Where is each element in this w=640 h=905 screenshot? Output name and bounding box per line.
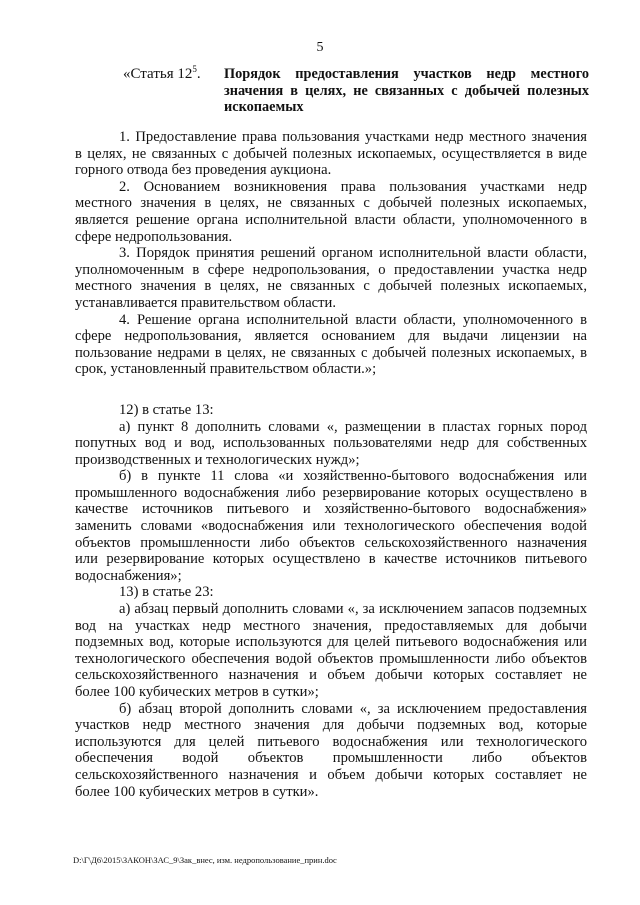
- paragraph: [75, 245, 587, 311]
- paragraph-line: пользование недрами в целях, не связанных с добычей полезных ископаемых, в: [75, 344, 587, 361]
- paragraph-line: б) абзац второй дополнить словами «, за исключением предоставления: [119, 700, 587, 717]
- paragraph: [75, 129, 587, 179]
- article-lead-text: «Статья 12: [123, 66, 193, 82]
- paragraph-line: 3. Порядок принятия решений органом исполнительной власти области,: [119, 245, 587, 262]
- paragraph: [75, 468, 587, 584]
- article-lead-suffix: .: [196, 66, 201, 82]
- paragraph-line: промышленного водоснабжения либо резервирование которых осуществлено в: [75, 484, 587, 501]
- paragraph-line: 4. Решение органа исполнительной власти области, уполномоченного в: [119, 311, 587, 328]
- paragraph-line: обеспечения водой объектов промышленности либо объектов: [75, 750, 587, 767]
- paragraph-line: сфере недропользования.: [75, 228, 233, 245]
- paragraph-line: горного отвода без проведения аукциона.: [75, 162, 332, 179]
- paragraph-line: 13) в статье 23:: [119, 584, 214, 601]
- document-body: [75, 129, 587, 800]
- paragraph-line: устанавливается правительством области.: [75, 294, 336, 311]
- paragraph-line: или резервирование которых осуществлено в качестве источников питьевого: [75, 551, 587, 568]
- paragraph: [75, 701, 587, 801]
- paragraph-line: в целях, не связанных с добычей полезных ископаемых, осуществляется в виде: [75, 145, 587, 162]
- paragraph-line: а) абзац первый дополнить словами «, за исключением запасов подземных: [119, 601, 587, 618]
- paragraph-line: срок, установленный правительством области.»;: [75, 361, 377, 378]
- paragraph: [75, 419, 587, 469]
- file-path-footer: D:\Г\Д6\2015\ЗАКОН\ЗАС_9\Зак_внес, изм. недропользование_прин.doc: [73, 855, 337, 865]
- paragraph: [75, 402, 587, 419]
- paragraph-line: местного значения в целях, не связанных с добычей полезных ископаемых,: [75, 195, 587, 212]
- article-heading: [0, 66, 640, 118]
- paragraph-line: используются для целей питьевого водоснабжения или технологического: [75, 733, 587, 750]
- paragraph: [75, 584, 587, 601]
- paragraph-line: 1. Предоставление права пользования участками недр местного значения: [119, 129, 587, 145]
- paragraph-line: а) пункт 8 дополнить словами «, размещении в пластах горных пород: [119, 418, 587, 435]
- paragraph-line: сельскохозяйственного назначения и объем добычи которых составляет не: [75, 667, 587, 684]
- paragraph: [75, 179, 587, 245]
- paragraph-line: водоснабжения»;: [75, 567, 182, 584]
- paragraph-line: технологического обеспечения водой объектов промышленности либо объектов: [75, 650, 587, 667]
- paragraph-spacer: [75, 378, 587, 402]
- paragraph-line: вод на участках недр местного значения, предоставляемых для добычи: [75, 617, 587, 634]
- paragraph-line: сфере недропользования, является основанием для выдачи лицензии на: [75, 328, 587, 345]
- paragraph-line: сельскохозяйственного назначения и объем добычи которых составляет не: [75, 766, 587, 783]
- page-number: 5: [316, 40, 324, 55]
- paragraph-line: уполномоченным в сфере недропользования, о предоставлении участка недр: [75, 261, 587, 278]
- paragraph-line: местного значения в целях, не связанных с добычей полезных ископаемых,: [75, 278, 587, 295]
- paragraph-line: участков недр местного значения для добычи подземных вод, которые: [75, 717, 587, 734]
- paragraph-line: 2. Основанием возникновения права пользования участками недр: [119, 178, 587, 195]
- article-title: [224, 66, 589, 116]
- paragraph-line: более 100 кубических метров в сутки».: [75, 783, 319, 800]
- paragraph-line: качестве источников питьевого и хозяйственно-бытового водоснабжения»: [75, 501, 587, 518]
- article-title-line: ископаемых: [224, 99, 304, 115]
- paragraph-line: является решение органа исполнительной власти области, уполномоченного в: [75, 211, 587, 228]
- paragraph-line: заменить словами «водоснабжения или технологического обеспечения водой: [75, 518, 587, 535]
- paragraph-line: более 100 кубических метров в сутки»;: [75, 684, 319, 700]
- paragraph-line: б) в пункте 11 слова «и хозяйственно-бытового водоснабжения или: [119, 468, 587, 485]
- article-superscript: 5: [192, 64, 197, 74]
- paragraph-line: попутных вод и вод, использованных пользователями недр для собственных: [75, 435, 587, 452]
- paragraph-line: подземных вод, которые используются для целей питьевого водоснабжения или: [75, 634, 587, 651]
- paragraph: [75, 312, 587, 378]
- article-number: [123, 66, 201, 83]
- paragraph: [75, 601, 587, 701]
- article-title-line: значения в целях, не связанных с добычей полезных: [224, 82, 589, 99]
- paragraph-line: 12) в статье 13:: [119, 401, 214, 418]
- article-title-line: Порядок предоставления участков недр местного: [224, 66, 589, 82]
- paragraph-line: производственных и технологических нужд»;: [75, 451, 360, 468]
- paragraph-line: объектов промышленности либо объектов сельскохозяйственного назначения: [75, 534, 587, 551]
